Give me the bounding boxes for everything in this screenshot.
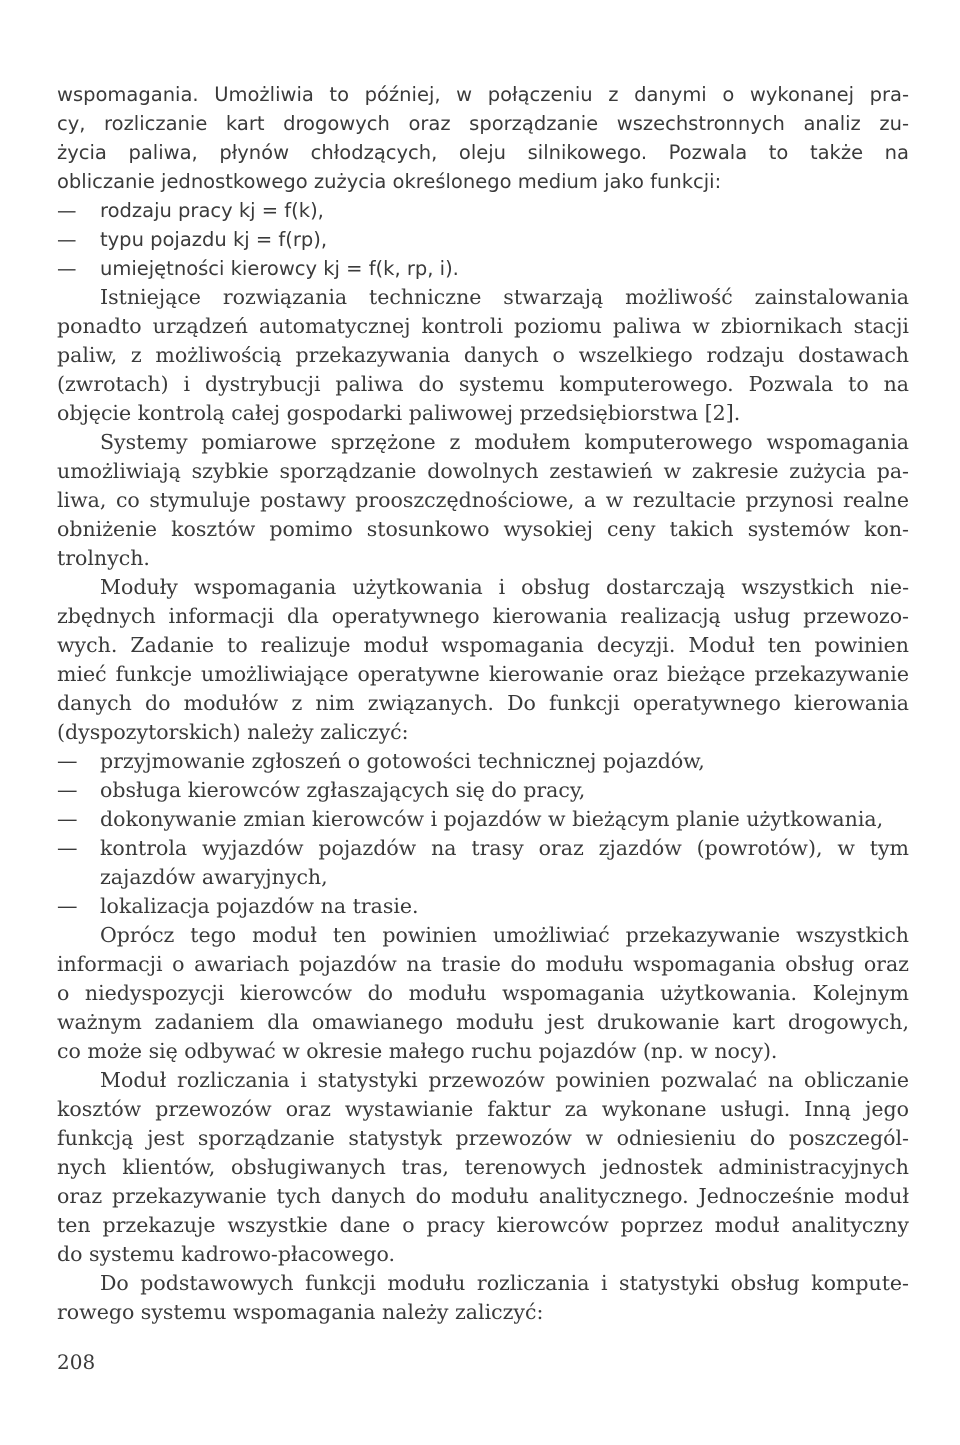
text-line: cy, rozliczanie kart drogowych oraz sporządzanie wszechstronnych analiz zu-: [57, 112, 909, 135]
list-item: — przyjmowanie zgłoszeń o gotowości technicznej pojazdów,: [57, 749, 705, 773]
text-line: mieć funkcje umożliwiające operatywne kierowanie oraz bieżące przekazywanie: [57, 662, 909, 686]
text-line: objęcie kontrolą całej gospodarki paliwowej przedsiębiorstwa [2].: [57, 401, 741, 425]
text-line: kosztów przewozów oraz wystawianie faktur za wykonane usługi. Inną jego: [57, 1097, 909, 1121]
text-line: ponadto urządzeń automatycznej kontroli poziomu paliwa w zbiornikach stacji: [57, 314, 909, 338]
paragraph-start: Oprócz tego moduł ten powinien umożliwiać przekazywanie wszystkich: [100, 923, 909, 947]
text-line: zbędnych informacji dla operatywnego kierowania realizacją usług przewozo-: [57, 604, 909, 628]
list-item: — rodzaju pracy kj = f(k),: [57, 199, 324, 222]
list-item-continuation: zajazdów awaryjnych,: [100, 865, 328, 889]
list-item: — umiejętności kierowcy kj = f(k, rp, i).: [57, 257, 459, 280]
text-line: (dyspozytorskich) należy zaliczyć:: [57, 720, 409, 744]
text-line: paliw, z możliwością przekazywania danych o wszelkiego rodzaju dostawach: [57, 343, 909, 367]
text-line: obniżenie kosztów pomimo stosunkowo wysokiej ceny takich systemów kon-: [57, 517, 909, 541]
text-line: funkcją jest sporządzanie statystyk przewozów w odniesieniu do poszczegól-: [57, 1126, 909, 1150]
paragraph-start: Do podstawowych funkcji modułu rozliczania i statystyki obsług kompute-: [100, 1271, 909, 1295]
page-body: [57, 80, 909, 1327]
text-line: ważnym zadaniem dla omawianego modułu jest drukowanie kart drogowych,: [57, 1010, 909, 1034]
paragraph-start: Moduły wspomagania użytkowania i obsług dostarczają wszystkich nie-: [100, 575, 909, 599]
text-line: co może się odbywać w okresie małego ruchu pojazdów (np. w nocy).: [57, 1039, 778, 1063]
paragraph-start: Moduł rozliczania i statystyki przewozów powinien pozwalać na obliczanie: [100, 1068, 909, 1092]
text-line: informacji o awariach pojazdów na trasie do modułu wspomagania obsług oraz: [57, 952, 909, 976]
text-line: wych. Zadanie to realizuje moduł wspomagania decyzji. Moduł ten powinien: [57, 633, 909, 657]
text-line: ten przekazuje wszystkie dane o pracy kierowców poprzez moduł analityczny: [57, 1213, 909, 1237]
list-item: — dokonywanie zmian kierowców i pojazdów w bieżącym planie użytkowania,: [57, 807, 884, 831]
list-item: — typu pojazdu kj = f(rp),: [57, 228, 328, 251]
paragraph-start: Istniejące rozwiązania techniczne stwarzają możliwość zainstalowania: [100, 285, 909, 309]
text-line: liwa, co stymuluje postawy prooszczędnościowe, a w rezultacie przynosi realne: [57, 488, 909, 512]
page-number: 208: [57, 1350, 96, 1374]
text-line: do systemu kadrowo-płacowego.: [57, 1242, 395, 1266]
text-line: oraz przekazywanie tych danych do modułu analitycznego. Jednocześnie moduł: [57, 1184, 909, 1208]
list-item: — lokalizacja pojazdów na trasie.: [57, 894, 419, 918]
text-line: danych do modułów z nim związanych. Do funkcji operatywnego kierowania: [57, 691, 909, 715]
text-line: (zwrotach) i dystrybucji paliwa do systemu komputerowego. Pozwala to na: [57, 372, 909, 396]
text-line: życia paliwa, płynów chłodzących, oleju silnikowego. Pozwala to także na: [57, 141, 909, 164]
text-line: obliczanie jednostkowego zużycia określonego medium jako funkcji:: [57, 170, 722, 193]
list-item: — obsługa kierowców zgłaszających się do pracy,: [57, 778, 586, 802]
text-line: rowego systemu wspomagania należy zaliczyć:: [57, 1300, 544, 1324]
list-item: — kontrola wyjazdów pojazdów na trasy oraz zjazdów (powrotów), w tym: [57, 836, 909, 860]
paragraph-start: Systemy pomiarowe sprzężone z modułem komputerowego wspomagania: [100, 430, 909, 454]
text-line: o niedyspozycji kierowców do modułu wspomagania użytkowania. Kolejnym: [57, 981, 909, 1005]
text-line: trolnych.: [57, 546, 150, 570]
text-line: wspomagania. Umożliwia to później, w połączeniu z danymi o wykonanej pra-: [57, 83, 909, 106]
text-line: umożliwiają szybkie sporządzanie dowolnych zestawień w zakresie zużycia pa-: [57, 459, 909, 483]
text-line: nych klientów, obsługiwanych tras, terenowych jednostek administracyjnych: [57, 1155, 909, 1179]
